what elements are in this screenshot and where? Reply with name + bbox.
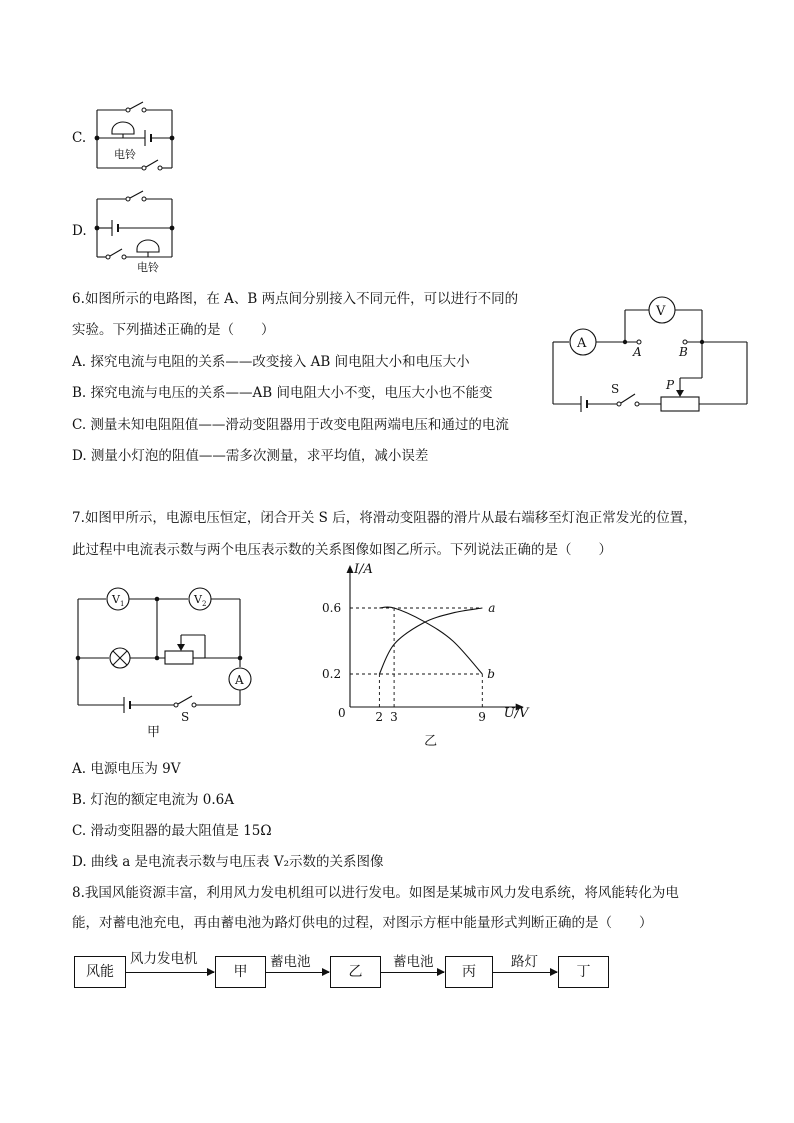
flow-arrow-1 [126,972,214,973]
y-tick-label: 0.6 [322,601,342,615]
q6-circuit [545,290,755,420]
flow-arrow-2 [266,972,329,973]
y-axis-arrow [347,565,354,573]
curve-b [379,607,482,674]
q6-option-c: C. 测量未知电阻阻值——滑动变阻器用于改变电阻两端电压和通过的电流 [72,417,509,433]
origin-label: 0 [338,706,346,720]
q6-point-a: A [633,345,642,359]
q7-option-d: D. 曲线 a 是电流表示数与电压表 V₂示数的关系图像 [72,854,384,870]
q6-option-b: B. 探究电流与电压的关系——AB 间电阻大小不变，电压大小也不能变 [72,385,493,401]
q6-option-d: D. 测量小灯泡的阻值——需多次测量，求平均值，减小误差 [72,448,429,464]
flow-arrow-4 [493,972,557,973]
x-tick-label: 9 [478,710,486,724]
q6-ammeter-label: A [577,336,587,351]
option-c-bell-label: 电铃 [114,148,136,161]
q7-v2-sub: 2 [202,600,207,608]
flow-box-ding: 丁 [558,956,609,988]
flow-box-wind: 风能 [74,956,126,988]
q6-switch-label: S [611,382,620,396]
option-c-label: C. [72,130,87,146]
option-c-circuit [90,95,190,175]
flow-box-jia: 甲 [215,956,266,988]
flow-label-1: 风力发电机 [130,951,198,967]
q8-stem-line2: 能，对蓄电池充电，再由蓄电池为路灯供电的过程，对图示方框中能量形式判断正确的是（ ） [72,915,653,931]
q6-voltmeter-label: V [656,304,666,319]
option-d-circuit [90,188,190,278]
q7-v1-sub: 1 [120,600,125,608]
series-label-a: a [488,601,496,615]
q7-caption-jia: 甲 [147,725,161,740]
flow-label-3: 蓄电池 [393,954,434,970]
flow-label-2: 蓄电池 [270,954,311,970]
q6-option-a: A. 探究电流与电阻的关系——改变接入 AB 间电阻大小和电压大小 [72,354,470,370]
series-label-b: b [487,667,495,681]
q7-ammeter-label: A [235,673,244,687]
flow-label-4: 路灯 [511,954,538,970]
chart-caption: 乙 [424,734,438,749]
q7-stem-line2: 此过程中电流表示数与两个电压表示数的关系图像如图乙所示。下列说法正确的是（ ） [72,542,612,558]
option-d-label: D. [72,223,87,239]
q6-stem-line1: 6.如图所示的电路图，在 A、B 两点间分别接入不同元件，可以进行不同的 [72,291,519,307]
q6-stem-line2: 实验。下列描述正确的是（ ） [72,322,275,338]
curve-a [379,608,482,674]
q6-point-b: B [679,345,688,359]
q6-slider-label: P [666,378,675,392]
flow-box-bing: 丙 [445,956,493,988]
q7-chart-yi [310,562,530,750]
x-axis-label: U/V [503,706,529,721]
y-axis-label: I/A [354,562,373,577]
q7-option-a: A. 电源电压为 9V [72,761,181,777]
q8-stem-line1: 8.我国风能资源丰富，利用风力发电机组可以进行发电。如图是某城市风力发电系统，将风能转化为电 [72,885,679,901]
y-tick-label: 0.2 [322,667,342,681]
x-tick-label: 2 [375,710,384,724]
q7-stem-line1: 7.如图甲所示，电源电压恒定，闭合开关 S 后，将滑动变阻器的滑片从最右端移至灯泡正常发光的位置， [72,510,697,526]
flow-arrow-3 [381,972,444,973]
q7-v2-label: V [194,593,202,606]
q7-switch-label: S [181,710,190,724]
flow-box-yi: 乙 [330,956,381,988]
option-d-bell-label: 电铃 [137,261,159,274]
q7-circuit-jia [70,585,260,745]
q7-option-c: C. 滑动变阻器的最大阻值是 15Ω [72,823,272,839]
x-tick-label: 3 [390,710,398,724]
q7-option-b: B. 灯泡的额定电流为 0.6A [72,792,235,808]
q7-v1-label: V [112,593,120,606]
